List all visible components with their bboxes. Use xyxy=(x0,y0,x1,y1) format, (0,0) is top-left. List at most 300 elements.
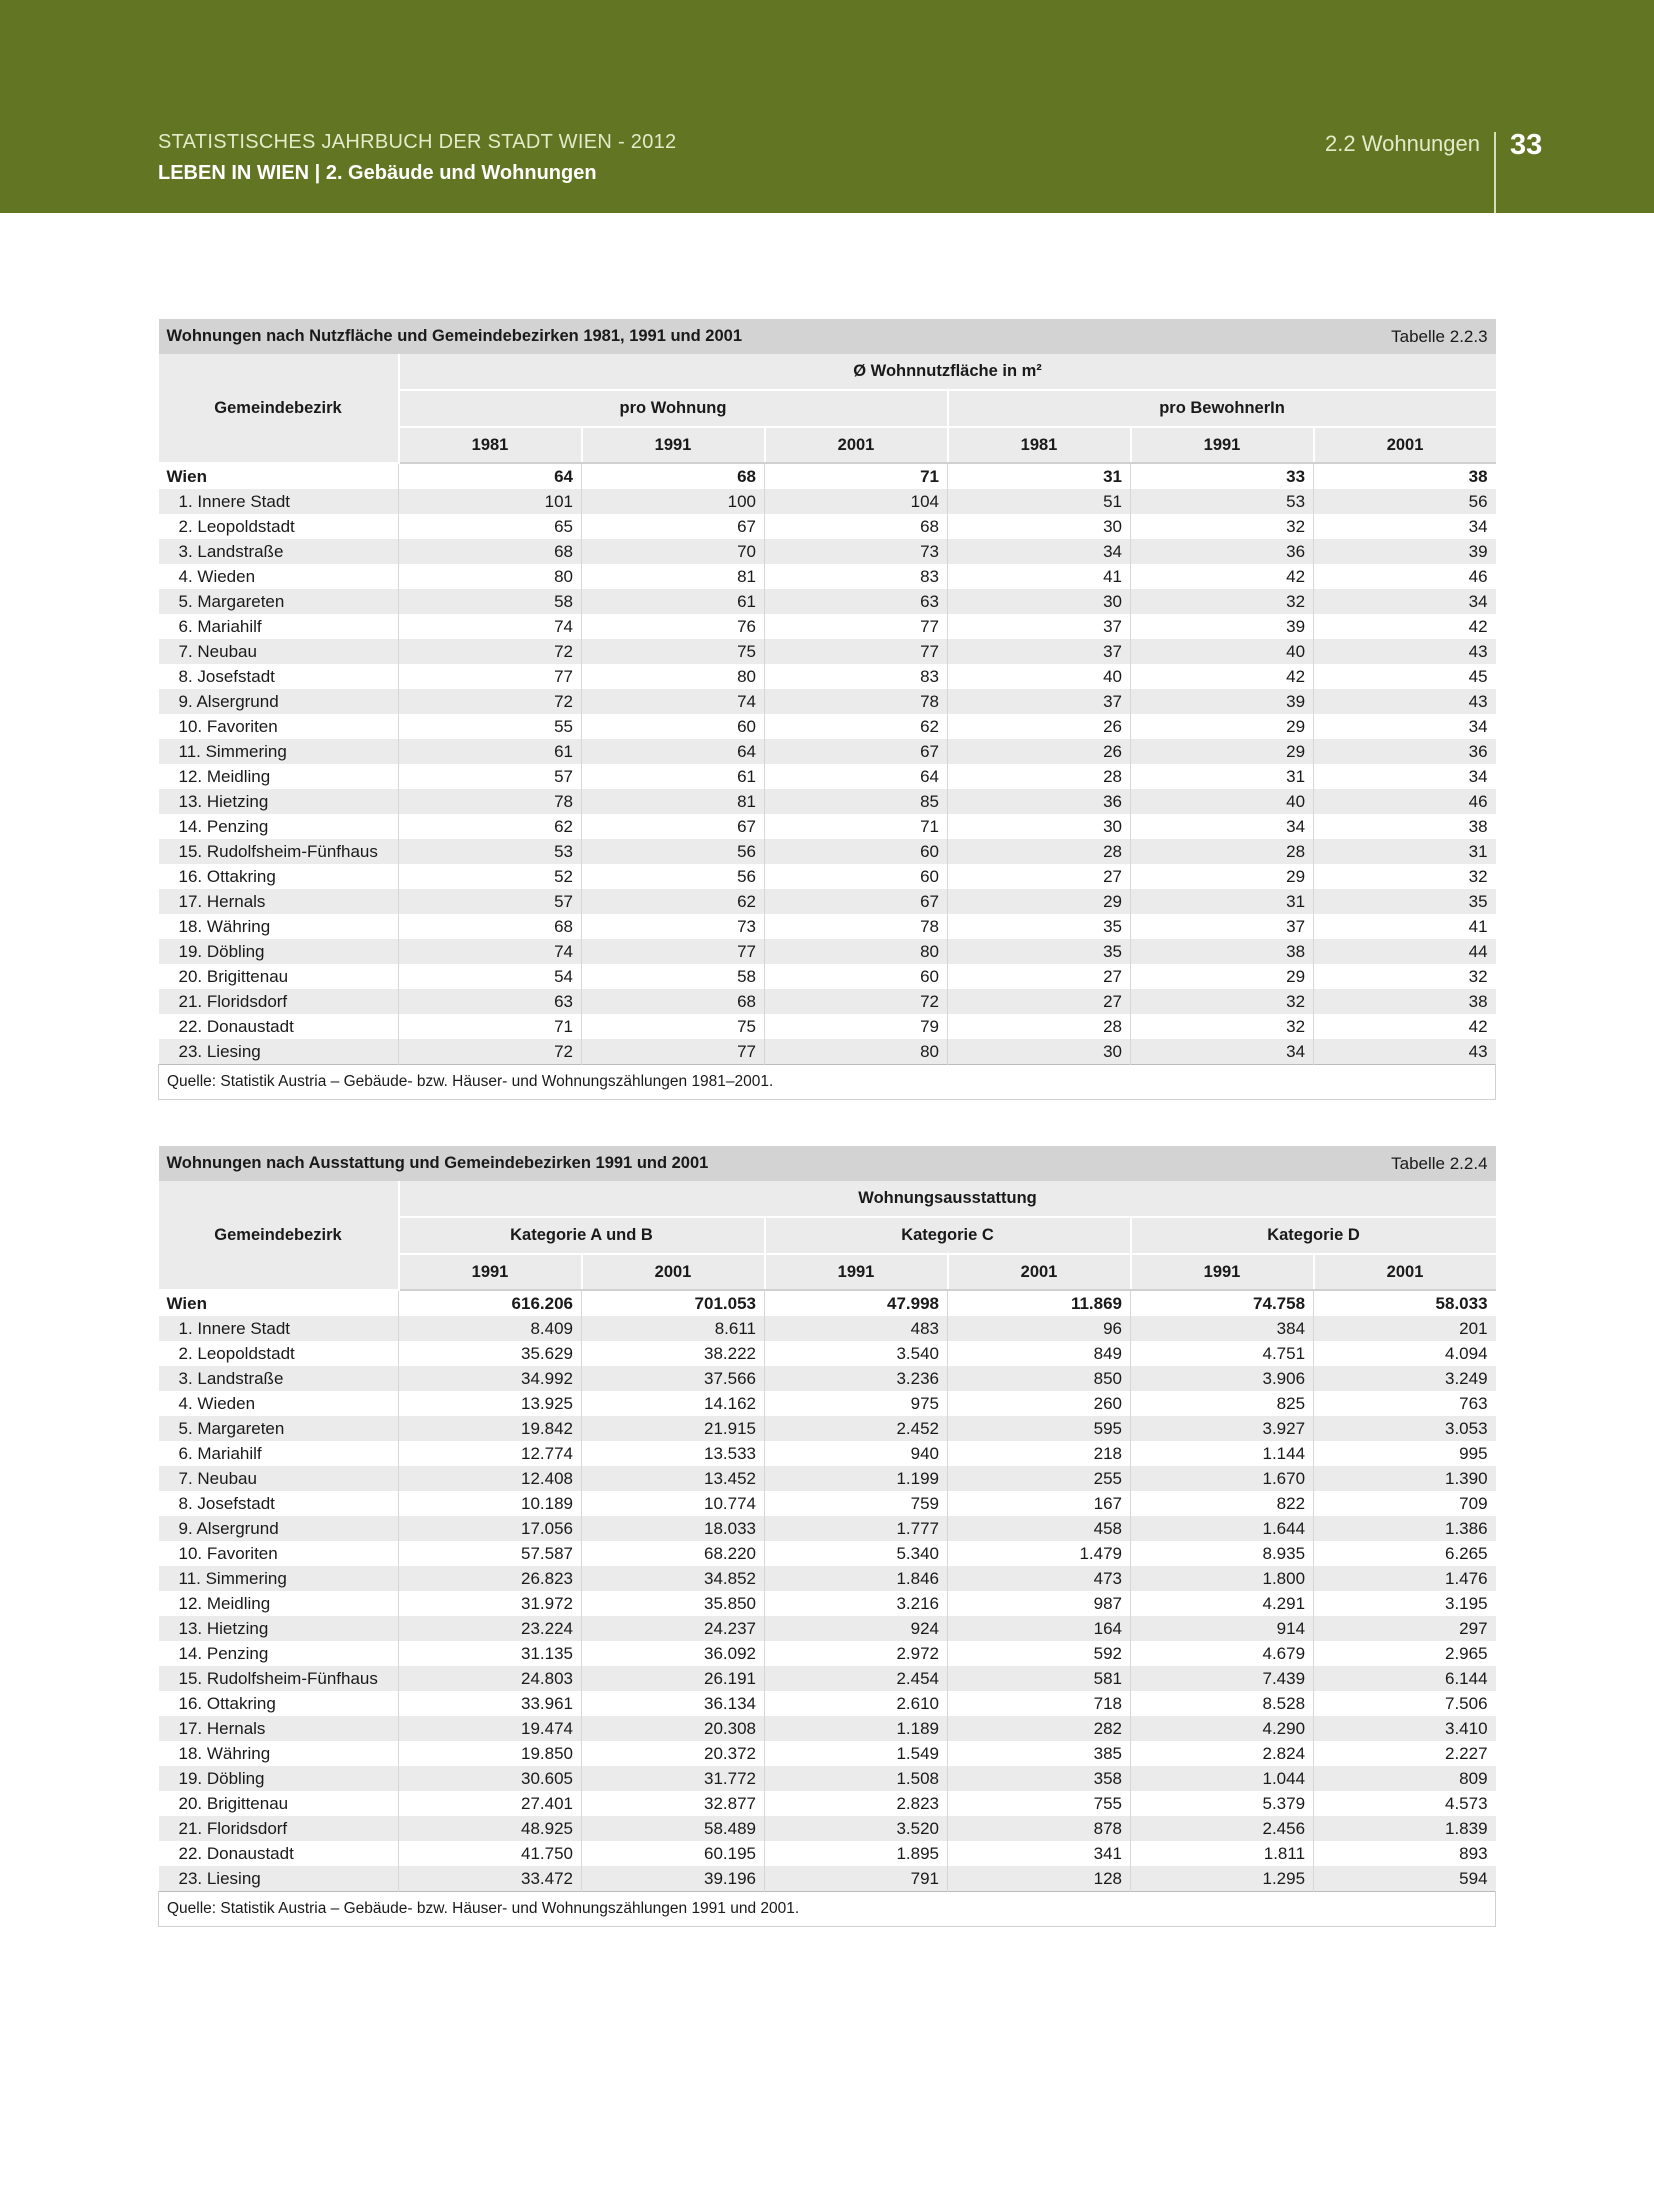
value-cell: 58 xyxy=(582,964,765,989)
value-cell: 51 xyxy=(948,489,1131,514)
value-cell: 39 xyxy=(1131,614,1314,639)
district-name: 11. Simmering xyxy=(159,1566,399,1591)
value-cell: 36 xyxy=(948,789,1131,814)
value-cell: 74 xyxy=(399,614,582,639)
table-row xyxy=(159,564,1496,589)
value-cell: 42 xyxy=(1131,664,1314,689)
value-cell: 27 xyxy=(948,964,1131,989)
table-row xyxy=(159,989,1496,1014)
value-cell: 77 xyxy=(765,614,948,639)
value-cell: 68 xyxy=(582,463,765,489)
value-cell: 24.237 xyxy=(582,1616,765,1641)
table-source: Quelle: Statistik Austria – Gebäude- bzw. Häuser- und Wohnungszählungen 1981–2001. xyxy=(159,1065,1496,1100)
district-name: 23. Liesing xyxy=(159,1039,399,1065)
value-cell: 33.961 xyxy=(399,1691,582,1716)
value-cell: 60 xyxy=(765,964,948,989)
value-cell: 13.452 xyxy=(582,1466,765,1491)
value-cell: 42 xyxy=(1131,564,1314,589)
value-cell: 34 xyxy=(1131,814,1314,839)
value-cell: 39 xyxy=(1131,689,1314,714)
value-cell: 68.220 xyxy=(582,1541,765,1566)
value-cell: 987 xyxy=(948,1591,1131,1616)
value-cell: 67 xyxy=(582,514,765,539)
value-cell: 40 xyxy=(1131,789,1314,814)
value-cell: 5.340 xyxy=(765,1541,948,1566)
row-header: Gemeindebezirk xyxy=(159,1181,399,1290)
value-cell: 58 xyxy=(399,589,582,614)
value-cell: 1.846 xyxy=(765,1566,948,1591)
value-cell: 75 xyxy=(582,1014,765,1039)
district-name: 7. Neubau xyxy=(159,1466,399,1491)
table-row xyxy=(159,1716,1496,1741)
value-cell: 60 xyxy=(765,839,948,864)
table-row xyxy=(159,1014,1496,1039)
year-header: 1991 xyxy=(399,1254,582,1290)
district-name: 10. Favoriten xyxy=(178,1543,278,1563)
value-cell: 3.053 xyxy=(1314,1416,1496,1441)
value-cell: 43 xyxy=(1314,1039,1496,1065)
value-cell: 43 xyxy=(1314,689,1496,714)
value-cell: 57 xyxy=(399,764,582,789)
value-cell: 7.439 xyxy=(1131,1666,1314,1691)
value-cell: 3.249 xyxy=(1314,1366,1496,1391)
value-cell: 37 xyxy=(948,614,1131,639)
value-cell: 483 xyxy=(765,1316,948,1341)
value-cell: 67 xyxy=(765,739,948,764)
value-cell: 3.236 xyxy=(765,1366,948,1391)
value-cell: 1.479 xyxy=(948,1541,1131,1566)
value-cell: 28 xyxy=(1131,839,1314,864)
value-cell: 14.162 xyxy=(582,1391,765,1416)
value-cell: 71 xyxy=(765,814,948,839)
value-cell: 358 xyxy=(948,1766,1131,1791)
table-row xyxy=(159,639,1496,664)
value-cell: 74 xyxy=(399,939,582,964)
value-cell: 39.196 xyxy=(582,1866,765,1892)
value-cell: 37 xyxy=(948,639,1131,664)
subgroup-header: Kategorie D xyxy=(1131,1217,1496,1254)
value-cell: 77 xyxy=(582,1039,765,1065)
district-name: 2. Leopoldstadt xyxy=(178,516,295,536)
value-cell: 914 xyxy=(1131,1616,1314,1641)
value-cell: 35 xyxy=(948,914,1131,939)
value-cell: 31.772 xyxy=(582,1766,765,1791)
value-cell: 4.573 xyxy=(1314,1791,1496,1816)
district-name: 23. Liesing xyxy=(159,1866,399,1892)
year-header: 2001 xyxy=(948,1254,1131,1290)
table-row xyxy=(159,1841,1496,1866)
value-cell: 32.877 xyxy=(582,1791,765,1816)
value-cell: 1.144 xyxy=(1131,1441,1314,1466)
table-row xyxy=(159,1866,1496,1892)
value-cell: 995 xyxy=(1314,1441,1496,1466)
value-cell: 62 xyxy=(765,714,948,739)
value-cell: 23.224 xyxy=(399,1616,582,1641)
value-cell: 297 xyxy=(1314,1616,1496,1641)
value-cell: 71 xyxy=(765,463,948,489)
district-name: Wien xyxy=(166,466,207,486)
value-cell: 46 xyxy=(1314,564,1496,589)
district-name: 12. Meidling xyxy=(178,1593,271,1613)
district-name: 16. Ottakring xyxy=(178,866,276,886)
year-header: 2001 xyxy=(582,1254,765,1290)
value-cell: 1.777 xyxy=(765,1516,948,1541)
value-cell: 924 xyxy=(765,1616,948,1641)
table-row xyxy=(159,739,1496,764)
table-row xyxy=(159,864,1496,889)
value-cell: 8.611 xyxy=(582,1316,765,1341)
header-divider xyxy=(1494,132,1496,213)
value-cell: 3.520 xyxy=(765,1816,948,1841)
value-cell: 101 xyxy=(399,489,582,514)
value-cell: 2.824 xyxy=(1131,1741,1314,1766)
value-cell: 83 xyxy=(765,564,948,589)
value-cell: 61 xyxy=(582,764,765,789)
district-name: 14. Penzing xyxy=(178,816,269,836)
value-cell: 31 xyxy=(1314,839,1496,864)
value-cell: 32 xyxy=(1314,864,1496,889)
value-cell: 4.290 xyxy=(1131,1716,1314,1741)
value-cell: 28 xyxy=(948,764,1131,789)
value-cell: 47.998 xyxy=(765,1290,948,1316)
year-header: 2001 xyxy=(1314,427,1496,463)
value-cell: 3.216 xyxy=(765,1591,948,1616)
value-cell: 34.992 xyxy=(399,1366,582,1391)
value-cell: 31.972 xyxy=(399,1591,582,1616)
value-cell: 67 xyxy=(582,814,765,839)
value-cell: 34 xyxy=(1314,589,1496,614)
value-cell: 38.222 xyxy=(582,1341,765,1366)
value-cell: 32 xyxy=(1131,1014,1314,1039)
value-cell: 1.476 xyxy=(1314,1566,1496,1591)
value-cell: 128 xyxy=(948,1866,1131,1892)
value-cell: 13.533 xyxy=(582,1441,765,1466)
value-cell: 2.227 xyxy=(1314,1741,1496,1766)
table-row xyxy=(159,889,1496,914)
table-row xyxy=(159,1641,1496,1666)
value-cell: 32 xyxy=(1131,989,1314,1014)
table-row xyxy=(159,1766,1496,1791)
value-cell: 878 xyxy=(948,1816,1131,1841)
value-cell: 40 xyxy=(948,664,1131,689)
value-cell: 38 xyxy=(1131,939,1314,964)
value-cell: 2.454 xyxy=(765,1666,948,1691)
value-cell: 822 xyxy=(1131,1491,1314,1516)
value-cell: 40 xyxy=(1131,639,1314,664)
value-cell: 35.629 xyxy=(399,1341,582,1366)
value-cell: 34 xyxy=(1314,514,1496,539)
value-cell: 37.566 xyxy=(582,1366,765,1391)
value-cell: 1.189 xyxy=(765,1716,948,1741)
table-row xyxy=(159,964,1496,989)
value-cell: 35 xyxy=(948,939,1131,964)
value-cell: 53 xyxy=(1131,489,1314,514)
value-cell: 594 xyxy=(1314,1866,1496,1892)
value-cell: 63 xyxy=(399,989,582,1014)
value-cell: 3.906 xyxy=(1131,1366,1314,1391)
value-cell: 763 xyxy=(1314,1391,1496,1416)
table-source: Quelle: Statistik Austria – Gebäude- bzw. Häuser- und Wohnungszählungen 1991 und 2001. xyxy=(159,1892,1496,1927)
value-cell: 27.401 xyxy=(399,1791,582,1816)
value-cell: 2.823 xyxy=(765,1791,948,1816)
table-row xyxy=(159,1491,1496,1516)
value-cell: 54 xyxy=(399,964,582,989)
table-row xyxy=(159,689,1496,714)
district-name: 7. Neubau xyxy=(159,639,399,664)
value-cell: 34.852 xyxy=(582,1566,765,1591)
value-cell: 20.372 xyxy=(582,1741,765,1766)
value-cell: 29 xyxy=(1131,964,1314,989)
table-title: Wohnungen nach Ausstattung und Gemeindebezirken 1991 und 2001 xyxy=(159,1146,1314,1181)
value-cell: 20.308 xyxy=(582,1716,765,1741)
value-cell: 68 xyxy=(399,539,582,564)
district-name: 12. Meidling xyxy=(178,766,271,786)
value-cell: 6.144 xyxy=(1314,1666,1496,1691)
yearbook-title: STATISTISCHES JAHRBUCH DER STADT WIEN - 2012 xyxy=(158,131,677,153)
value-cell: 45 xyxy=(1314,664,1496,689)
table-row xyxy=(159,589,1496,614)
value-cell: 52 xyxy=(399,864,582,889)
table-row xyxy=(159,1616,1496,1641)
value-cell: 1.549 xyxy=(765,1741,948,1766)
district-name: 15. Rudolfsheim-Fünfhaus xyxy=(159,839,399,864)
year-header: 2001 xyxy=(765,427,948,463)
value-cell: 616.206 xyxy=(399,1290,582,1316)
value-cell: 30 xyxy=(948,589,1131,614)
value-cell: 30.605 xyxy=(399,1766,582,1791)
value-cell: 30 xyxy=(948,814,1131,839)
value-cell: 34 xyxy=(1131,1039,1314,1065)
value-cell: 62 xyxy=(582,889,765,914)
row-header: Gemeindebezirk xyxy=(159,354,399,463)
value-cell: 83 xyxy=(765,664,948,689)
district-name: 10. Favoriten xyxy=(178,716,278,736)
value-cell: 1.895 xyxy=(765,1841,948,1866)
value-cell: 893 xyxy=(1314,1841,1496,1866)
value-cell: 28 xyxy=(948,1014,1131,1039)
value-cell: 42 xyxy=(1314,614,1496,639)
district-name: 17. Hernals xyxy=(159,1716,399,1741)
value-cell: 74.758 xyxy=(1131,1290,1314,1316)
value-cell: 473 xyxy=(948,1566,1131,1591)
value-cell: 260 xyxy=(948,1391,1131,1416)
district-name: 18. Währing xyxy=(178,1743,271,1763)
value-cell: 1.295 xyxy=(1131,1866,1314,1892)
table-row xyxy=(159,1691,1496,1716)
value-cell: 595 xyxy=(948,1416,1131,1441)
value-cell: 56 xyxy=(582,864,765,889)
value-cell: 104 xyxy=(765,489,948,514)
district-name: 1. Innere Stadt xyxy=(159,1316,399,1341)
value-cell: 5.379 xyxy=(1131,1791,1314,1816)
district-name: 5. Margareten xyxy=(159,1416,399,1441)
table-row xyxy=(159,539,1496,564)
value-cell: 1.644 xyxy=(1131,1516,1314,1541)
subgroup-header: Kategorie A und B xyxy=(399,1217,765,1254)
value-cell: 32 xyxy=(1314,964,1496,989)
year-header: 1991 xyxy=(1131,427,1314,463)
value-cell: 72 xyxy=(399,1039,582,1065)
table-title: Wohnungen nach Nutzfläche und Gemeindebezirken 1981, 1991 und 2001 xyxy=(159,319,1314,354)
subgroup-header: Kategorie C xyxy=(765,1217,1131,1254)
value-cell: 73 xyxy=(765,539,948,564)
value-cell: 35.850 xyxy=(582,1591,765,1616)
table-row xyxy=(159,814,1496,839)
value-cell: 39 xyxy=(1314,539,1496,564)
year-header: 1981 xyxy=(948,427,1131,463)
district-name: 13. Hietzing xyxy=(159,789,399,814)
district-name: 6. Mariahilf xyxy=(178,616,262,636)
value-cell: 30 xyxy=(948,514,1131,539)
value-cell: 64 xyxy=(765,764,948,789)
value-cell: 81 xyxy=(582,789,765,814)
district-name: 1. Innere Stadt xyxy=(159,489,399,514)
value-cell: 29 xyxy=(1131,864,1314,889)
value-cell: 7.506 xyxy=(1314,1691,1496,1716)
value-cell: 3.927 xyxy=(1131,1416,1314,1441)
value-cell: 2.965 xyxy=(1314,1641,1496,1666)
table-row xyxy=(159,1466,1496,1491)
value-cell: 64 xyxy=(399,463,582,489)
value-cell: 35 xyxy=(1314,889,1496,914)
value-cell: 849 xyxy=(948,1341,1131,1366)
value-cell: 1.811 xyxy=(1131,1841,1314,1866)
value-cell: 100 xyxy=(582,489,765,514)
value-cell: 29 xyxy=(948,889,1131,914)
table-row xyxy=(159,1566,1496,1591)
value-cell: 581 xyxy=(948,1666,1131,1691)
value-cell: 77 xyxy=(399,664,582,689)
floor-area-table xyxy=(158,319,1496,1100)
district-name: 3. Landstraße xyxy=(159,1366,399,1391)
value-cell: 81 xyxy=(582,564,765,589)
value-cell: 1.839 xyxy=(1314,1816,1496,1841)
value-cell: 58.489 xyxy=(582,1816,765,1841)
value-cell: 2.452 xyxy=(765,1416,948,1441)
value-cell: 167 xyxy=(948,1491,1131,1516)
value-cell: 19.850 xyxy=(399,1741,582,1766)
table-row xyxy=(159,1816,1496,1841)
value-cell: 30 xyxy=(948,1039,1131,1065)
value-cell: 701.053 xyxy=(582,1290,765,1316)
value-cell: 31 xyxy=(1131,889,1314,914)
value-cell: 2.972 xyxy=(765,1641,948,1666)
value-cell: 32 xyxy=(1131,589,1314,614)
value-cell: 44 xyxy=(1314,939,1496,964)
value-cell: 6.265 xyxy=(1314,1541,1496,1566)
value-cell: 13.925 xyxy=(399,1391,582,1416)
value-cell: 19.842 xyxy=(399,1416,582,1441)
value-cell: 33 xyxy=(1131,463,1314,489)
value-cell: 1.044 xyxy=(1131,1766,1314,1791)
value-cell: 3.410 xyxy=(1314,1716,1496,1741)
value-cell: 78 xyxy=(765,689,948,714)
value-cell: 19.474 xyxy=(399,1716,582,1741)
group-header: Wohnungsausstattung xyxy=(399,1181,1496,1217)
value-cell: 68 xyxy=(765,514,948,539)
value-cell: 218 xyxy=(948,1441,1131,1466)
value-cell: 78 xyxy=(399,789,582,814)
value-cell: 755 xyxy=(948,1791,1131,1816)
table-row xyxy=(159,1666,1496,1691)
value-cell: 75 xyxy=(582,639,765,664)
value-cell: 592 xyxy=(948,1641,1131,1666)
table-body xyxy=(159,1290,1496,1892)
value-cell: 61 xyxy=(399,739,582,764)
value-cell: 85 xyxy=(765,789,948,814)
value-cell: 458 xyxy=(948,1516,1131,1541)
district-name: 8. Josefstadt xyxy=(178,1493,275,1513)
value-cell: 60 xyxy=(765,864,948,889)
value-cell: 80 xyxy=(765,1039,948,1065)
value-cell: 63 xyxy=(765,589,948,614)
value-cell: 31 xyxy=(948,463,1131,489)
table-row xyxy=(159,1791,1496,1816)
year-header: 1981 xyxy=(399,427,582,463)
value-cell: 41 xyxy=(948,564,1131,589)
value-cell: 38 xyxy=(1314,463,1496,489)
value-cell: 1.199 xyxy=(765,1466,948,1491)
value-cell: 58.033 xyxy=(1314,1290,1496,1316)
table-row xyxy=(159,914,1496,939)
table-row xyxy=(159,1741,1496,1766)
value-cell: 80 xyxy=(582,664,765,689)
district-name: 22. Donaustadt xyxy=(178,1843,294,1863)
value-cell: 36.092 xyxy=(582,1641,765,1666)
value-cell: 71 xyxy=(399,1014,582,1039)
value-cell: 26 xyxy=(948,714,1131,739)
value-cell: 12.408 xyxy=(399,1466,582,1491)
value-cell: 37 xyxy=(1131,914,1314,939)
value-cell: 850 xyxy=(948,1366,1131,1391)
table-row xyxy=(159,1441,1496,1466)
equipment-table xyxy=(158,1146,1496,1927)
value-cell: 940 xyxy=(765,1441,948,1466)
district-name: 5. Margareten xyxy=(159,589,399,614)
chapter-title: LEBEN IN WIEN | 2. Gebäude und Wohnungen xyxy=(158,162,597,184)
value-cell: 164 xyxy=(948,1616,1131,1641)
value-cell: 385 xyxy=(948,1741,1131,1766)
value-cell: 80 xyxy=(765,939,948,964)
value-cell: 79 xyxy=(765,1014,948,1039)
table-2-2-3 xyxy=(158,319,1495,1100)
table-row xyxy=(159,789,1496,814)
table-row xyxy=(159,1316,1496,1341)
value-cell: 38 xyxy=(1314,814,1496,839)
district-name: 4. Wieden xyxy=(178,566,256,586)
value-cell: 37 xyxy=(948,689,1131,714)
group-header: Ø Wohnnutzfläche in m² xyxy=(399,354,1496,390)
value-cell: 759 xyxy=(765,1491,948,1516)
table-row xyxy=(159,1591,1496,1616)
table-body xyxy=(159,463,1496,1065)
value-cell: 26.823 xyxy=(399,1566,582,1591)
value-cell: 29 xyxy=(1131,739,1314,764)
value-cell: 282 xyxy=(948,1716,1131,1741)
value-cell: 341 xyxy=(948,1841,1131,1866)
value-cell: 27 xyxy=(948,864,1131,889)
table-row xyxy=(159,514,1496,539)
district-name: 15. Rudolfsheim-Fünfhaus xyxy=(159,1666,399,1691)
value-cell: 26 xyxy=(948,739,1131,764)
district-name: 16. Ottakring xyxy=(178,1693,276,1713)
table-row xyxy=(159,714,1496,739)
value-cell: 8.409 xyxy=(399,1316,582,1341)
page-number: 33 xyxy=(1510,129,1543,161)
year-header: 1991 xyxy=(582,427,765,463)
district-name: 2. Leopoldstadt xyxy=(178,1343,295,1363)
value-cell: 29 xyxy=(1131,714,1314,739)
